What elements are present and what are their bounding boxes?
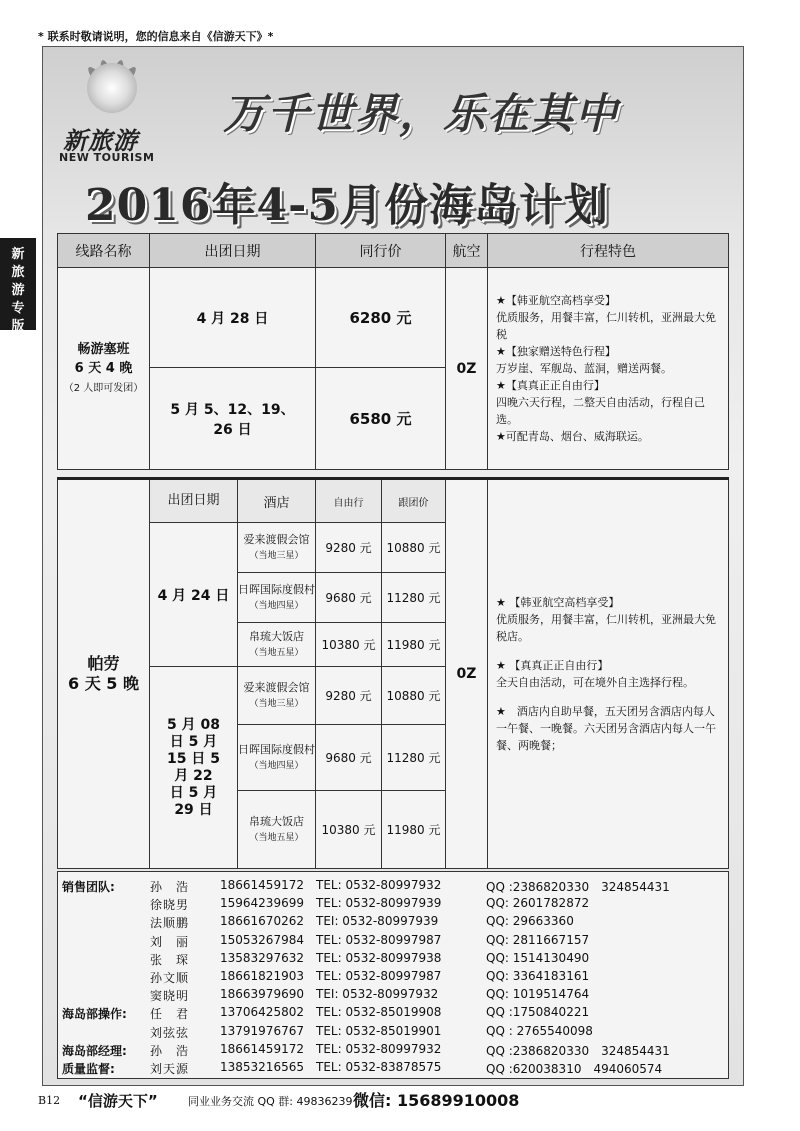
side-tab-char: 旅: [11, 265, 25, 280]
header-date: 出团日期: [150, 234, 316, 268]
contact-mobile: 18661459172: [220, 878, 304, 892]
route-name: 帕劳: [87, 654, 120, 673]
hotel-name: [238, 725, 316, 791]
side-tab-char: 专: [11, 301, 25, 316]
hotel-grade: （当地四星）: [249, 760, 304, 771]
subheader-date: 出团日期: [150, 479, 238, 523]
contact-name: 任 君: [150, 1007, 190, 1022]
contact-mobile: 18661670262: [220, 914, 304, 929]
contact-name: 孙 浩: [150, 1043, 190, 1058]
hotel-name: [238, 623, 316, 667]
contact-tel: TEI: 0532-80997932: [316, 987, 439, 1002]
contact-label: 质量监督:: [62, 1062, 115, 1076]
logo: [53, 59, 163, 164]
feature-line: ★ 酒店内自助早餐，五天团另含酒店内每人一午餐、一晚餐。六天团另含酒店内每人一午餐、两晚餐；: [496, 705, 716, 752]
main-title: 2016年4-5月份海岛计划: [85, 180, 609, 231]
contact-row: [58, 1060, 730, 1078]
poster: [42, 46, 744, 1086]
contact-row: [58, 1024, 730, 1042]
features-cell: [488, 479, 729, 869]
hotel-title: 日晖国际度假村: [238, 742, 315, 756]
hotel-grade: （当地五星）: [249, 647, 304, 658]
feature-line: ★【独家赠送特色行程】: [496, 345, 616, 358]
contact-qq: QQ :2386820330 324854431: [486, 1043, 670, 1058]
hotel-title: 帛琉大饭店: [249, 814, 304, 828]
contact-name: 孙 浩: [150, 880, 190, 894]
contact-mobile: 13583297632: [220, 950, 304, 965]
free-price: 9280 元: [316, 523, 382, 573]
contact-name: 法顺鹏: [150, 916, 190, 931]
price: 6580 元: [316, 368, 446, 470]
group-price: 11980 元: [382, 791, 446, 869]
group-price: 11980 元: [382, 623, 446, 667]
contact-mobile: 13791976767: [220, 1023, 304, 1038]
route-cell: [58, 268, 150, 470]
feature-line: 万岁崖、军舰岛、蓝洞，赠送两餐。: [496, 362, 672, 375]
logo-text-cn: 新旅游: [63, 127, 138, 155]
contact-tel: TEL: 0532-80997987: [316, 969, 442, 983]
contact-qq: QQ: 1019514764: [486, 987, 590, 1002]
contact-qq: QQ :2386820330 324854431: [486, 880, 670, 894]
group-price: 10880 元: [382, 523, 446, 573]
group-price: 11280 元: [382, 573, 446, 623]
group-price: 10880 元: [382, 667, 446, 725]
hotel-grade: （当地四星）: [249, 600, 304, 611]
saipan-table: [57, 233, 729, 470]
contact-mobile: 15964239699: [220, 896, 304, 911]
hotel-name: [238, 667, 316, 725]
contact-name: 孙文顺: [150, 971, 190, 985]
hotel-title: 日晖国际度假村: [238, 582, 315, 596]
subheader-hotel: 酒店: [238, 479, 316, 523]
contact-mobile: 13706425802: [220, 1005, 304, 1020]
contact-qq: QQ: 2811667157: [486, 932, 590, 947]
contact-qq: QQ: 1514130490: [486, 950, 590, 965]
route-note: （2 人即可发团）: [63, 382, 144, 394]
hotel-name: [238, 573, 316, 623]
contact-tel: TEL: 0532-80997932: [316, 1041, 442, 1056]
contact-row: [58, 969, 730, 987]
contact-qq: QQ :620038310 494060574: [486, 1062, 663, 1076]
side-tab-char: 新: [11, 247, 25, 262]
contact-qq: QQ : 2765540098: [486, 1023, 593, 1038]
feature-line: ★ 【韩亚航空高档享受】: [496, 596, 620, 609]
slogan: 万千世界，乐在其中: [223, 89, 620, 138]
contact-name: 刘弦弦: [150, 1025, 190, 1040]
price: 6280 元: [316, 268, 446, 368]
features-cell: [488, 268, 729, 470]
contact-qq: QQ: 3364183161: [486, 969, 590, 983]
contact-row: [58, 987, 730, 1005]
contact-tel: TEI: 0532-80997939: [316, 914, 439, 929]
contact-mobile: 15053267984: [220, 932, 304, 947]
contact-label: 海岛部操作:: [62, 1007, 127, 1022]
contact-qq: QQ: 29663360: [486, 914, 574, 929]
feature-line: ★ 【真真正正自由行】: [496, 659, 609, 672]
depart-date: 4 月 24 日: [150, 523, 238, 667]
contact-tel: TEL: 0532-85019908: [316, 1005, 442, 1020]
route-cell: [58, 479, 150, 869]
contact-row: [58, 914, 730, 932]
feature-line: ★可配青岛、烟台、威海联运。: [496, 430, 649, 443]
contact-tel: TEL: 0532-85019901: [316, 1023, 442, 1038]
contact-mobile: 18661821903: [220, 969, 304, 983]
contact-mobile: 18661459172: [220, 1041, 304, 1056]
hotel-grade: （当地三星）: [249, 550, 304, 561]
contact-row: [58, 896, 730, 914]
footer-brand: “信游天下”: [78, 1092, 158, 1110]
contact-tel: TEL: 0532-80997939: [316, 896, 442, 911]
feature-line: ★【韩亚航空高档享受】: [496, 294, 616, 307]
contact-row: [58, 1042, 730, 1060]
hotel-title: 爱来渡假会馆: [243, 680, 310, 694]
contact-label: 海岛部经理:: [62, 1043, 127, 1058]
contact-name: 张 琛: [150, 952, 190, 967]
subheader-group: 跟团价: [382, 479, 446, 523]
contact-label: 销售团队:: [62, 880, 115, 894]
free-price: 10380 元: [316, 791, 382, 869]
route-days: 6 天 5 晚: [68, 674, 139, 693]
contact-row: [58, 1005, 730, 1023]
contact-name: 窦晓明: [150, 989, 190, 1004]
hotel-name: [238, 523, 316, 573]
feature-line: 四晚六天行程，二整天自由活动，行程自己选。: [496, 396, 705, 426]
contact-tel: TEL: 0532-83878575: [316, 1060, 442, 1074]
hotel-grade: （当地五星）: [249, 832, 304, 843]
contact-row: [58, 878, 730, 896]
free-price: 9680 元: [316, 725, 382, 791]
contact-name: 刘 丽: [150, 934, 190, 949]
footer-qq-group: 同业业务交流 QQ 群: 49836239: [188, 1095, 353, 1108]
contact-qq: QQ :1750840221: [486, 1005, 590, 1020]
free-price: 10380 元: [316, 623, 382, 667]
contact-tel: TEL: 0532-80997932: [316, 878, 442, 892]
palau-table: [57, 477, 729, 869]
route-name: 畅游塞班: [77, 341, 130, 357]
contact-tel: TEL: 0532-80997938: [316, 950, 442, 965]
airline: 0Z: [446, 479, 488, 869]
contact-name: 徐晓男: [150, 898, 190, 913]
contact-qq: QQ: 2601782872: [486, 896, 590, 911]
feature-line: 优质服务，用餐丰富，仁川转机，亚洲最大免税店。: [496, 613, 716, 643]
contacts-block: [57, 871, 729, 1079]
logo-text-en: NEW TOURISM: [59, 151, 155, 164]
top-note: * 联系时敬请说明，您的信息来自《信游天下》*: [38, 30, 274, 43]
footer-wechat: 微信: 15689910008: [353, 1091, 520, 1110]
free-price: 9280 元: [316, 667, 382, 725]
depart-date: 4 月 28 日: [150, 268, 316, 368]
free-price: 9680 元: [316, 573, 382, 623]
feature-line: 全天自由活动，可在境外自主选择行程。: [496, 676, 694, 689]
contact-mobile: 13853216565: [220, 1060, 304, 1074]
contact-name: 刘天源: [150, 1062, 190, 1076]
hotel-name: [238, 791, 316, 869]
page-number: B12: [38, 1094, 61, 1107]
header-price: 同行价: [316, 234, 446, 268]
side-tab: [0, 238, 36, 334]
side-tab-char: 版: [11, 319, 25, 334]
depart-date: 5 月 08 日 5 月 15 日 5 月 22 日 5 月 29 日: [150, 667, 238, 869]
feature-line: ★【真真正正自由行】: [496, 379, 605, 392]
header-airline: 航空: [446, 234, 488, 268]
group-price: 11280 元: [382, 725, 446, 791]
contact-mobile: 18663979690: [220, 987, 304, 1002]
hotel-title: 帛琉大饭店: [249, 629, 304, 643]
subheader-free: 自由行: [316, 479, 382, 523]
contact-row: [58, 933, 730, 951]
feature-line: 优质服务，用餐丰富，仁川转机，亚洲最大免税: [496, 311, 716, 341]
side-tab-char: 游: [11, 283, 25, 298]
hotel-title: 爱来渡假会馆: [243, 532, 310, 546]
header-route: 线路名称: [58, 234, 150, 268]
airline: 0Z: [446, 268, 488, 470]
depart-date: 5 月 5、12、19、26 日: [150, 368, 316, 470]
contact-row: [58, 951, 730, 969]
header-features: 行程特色: [488, 234, 729, 268]
contact-tel: TEL: 0532-80997987: [316, 932, 442, 947]
logo-sun-icon: [87, 63, 137, 113]
route-days: 6 天 4 晚: [74, 360, 133, 376]
hotel-grade: （当地三星）: [249, 698, 304, 709]
